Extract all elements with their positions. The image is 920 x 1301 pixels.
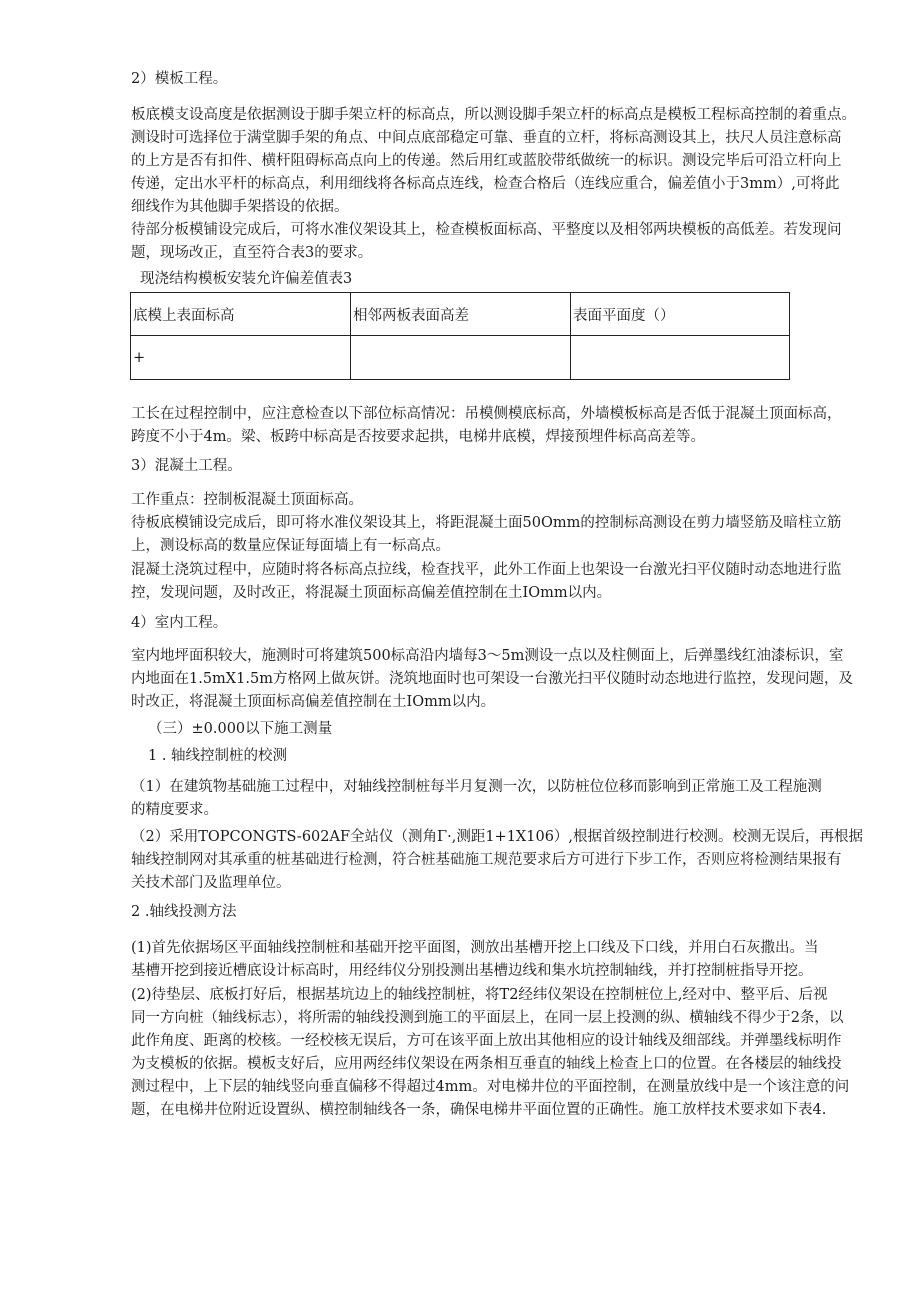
table-header-cell: 表面平面度（） <box>571 293 790 336</box>
axis-check-paragraph-2: （2）采用TOPCONGTS-602AF全站仪（测角Γ·,测距1+1X106）,根据首级控制进行校测。校测无误后，再根据 轴线控制网对其承重的桩基础进行检测，符合桩基础施工规范要求后方可进行下步工作，否则应将检测结果报有 关技术部门及监理单位。 <box>131 829 864 891</box>
below-zero-heading: （三）±0.000以下施工测量 <box>148 721 333 737</box>
table-cell: + <box>131 336 351 380</box>
axis-method-paragraph-2: (2)待垫层、底板打好后，根据基坑边上的轴线控制桩，将T2经纬仪架设在控制桩位上,经对中、整平后、后视 同一方向桩（轴线标志），将所需的轴线投测到施工的平面层上，在同一层上投测的纵、横轴线不得少于2条，以 此作角度、距离的校核。一经校核无误后，方可在该平面上放出其他相应的设计轴线及细部线。并弹墨线标明作 为支模板的依据。模板支好后，应用两经纬仪架设在两条相互垂直的轴线上检查上口的位置。在各楼层的轴线投 测过程中，上下层的轴线竖向垂直偏移不得超过4mm。对电梯井位的平面控制，在测量放线中是一个该注意的问 题，在电梯井位附近设置纵、横控制轴线各一条，确保电梯井平面位置的正确性。施工放样技术要求如下表4. <box>131 987 850 1118</box>
table-header-cell: 底模上表面标高 <box>131 293 351 336</box>
concrete-paragraph-1: 工作重点：控制板混凝土顶面标高。 <box>131 492 363 508</box>
table-header-row <box>131 293 790 336</box>
tolerance-table <box>130 292 790 380</box>
table-header-cell: 相邻两板表面高差 <box>351 293 571 336</box>
table-row <box>131 336 790 380</box>
table-cell <box>351 336 571 380</box>
axis-method-paragraph-1: (1)首先依据场区平面轴线控制桩和基础开挖平面图，测放出基槽开挖上口线及下口线，并用白石灰撒出。当 基槽开挖到接近槽底设计标高时，用经纬仪分别投测出基槽边线和集水坑控制轴线，并打控制桩指导开挖。 <box>131 940 819 979</box>
formwork-paragraph-1: 板底模支设高度是依据测设于脚手架立杆的标高点，所以测设脚手架立杆的标高点是模板工程标高控制的着重点。 测设时可选择位于满堂脚手架的角点、中间点底部稳定可靠、垂直的立杆，将标高测设其上，扶尺人员注意标高 的上方是否有扣件、横杆阻碍标高点向上的传递。然后用红或蓝胶带纸做统一的标识。测设完毕后可沿立杆向上 传递，定出水平杆的标高点，利用细线将各标高点连线，检查合格后（连线应重合，偏差值小于3mm）,可将此 细线作为其他脚手架搭设的依据。 <box>131 107 856 215</box>
formwork-paragraph-2: 待部分板模铺设完成后，可将水准仪架设其上，检查模板面标高、平整度以及相邻两块模板的高低差。若发现问 题，现场改正，直至符合表3的要求。 <box>131 222 842 261</box>
table-caption: 现浇结构模板安装允许偏差值表3 <box>140 271 353 287</box>
concrete-paragraph-3: 混凝土浇筑过程中，应随时将各标高点拉线，检查找平，此外工作面上也架设一台激光扫平仪随时动态地进行监 控，发现问题，及时改正，将混凝土顶面标高偏差值控制在土IOmm以内。 <box>131 562 842 601</box>
table-cell <box>571 336 790 380</box>
axis-check-paragraph-1: （1）在建筑物基础施工过程中，对轴线控制桩每半月复测一次，以防桩位位移而影响到正常施工及工程施测 的精度要求。 <box>131 779 822 818</box>
concrete-paragraph-2: 待板底模铺设完成后，即可将水准仪架设其上，将距混凝土面50Omm的控制标高测设在剪力墙竖筋及暗柱立筋 上，测设标高的数量应保证每面墙上有一标高点。 <box>131 515 842 554</box>
indoor-paragraph: 室内地坪面积较大，施测时可将建筑500标高沿内墙每3～5m测设一点以及柱侧面上，后弹墨线红油漆标识，室 内地面在1.5mX1.5m方格网上做灰饼。浇筑地面时也可架设一台激光扫平仪随时动态地进行监控，发现问题，及 时改正，将混凝土顶面标高偏差值控制在土IOmm以内。 <box>131 648 853 710</box>
foreman-paragraph: 工长在过程控制中，应注意检查以下部位标高情况：吊模侧模底标高，外墙模板标高是否低于混凝土顶面标高， 跨度不小于4m。梁、板跨中标高是否按要求起拱，电梯井底模，焊接预埋件标高高差等。 <box>131 406 842 445</box>
concrete-heading: 3）混凝土工程。 <box>131 458 242 474</box>
indoor-heading: 4）室内工程。 <box>131 615 228 631</box>
axis-method-heading: 2 .轴线投测方法 <box>131 904 237 920</box>
axis-check-heading: 1 . 轴线控制桩的校测 <box>148 748 288 764</box>
formwork-heading: 2）模板工程。 <box>131 71 228 87</box>
